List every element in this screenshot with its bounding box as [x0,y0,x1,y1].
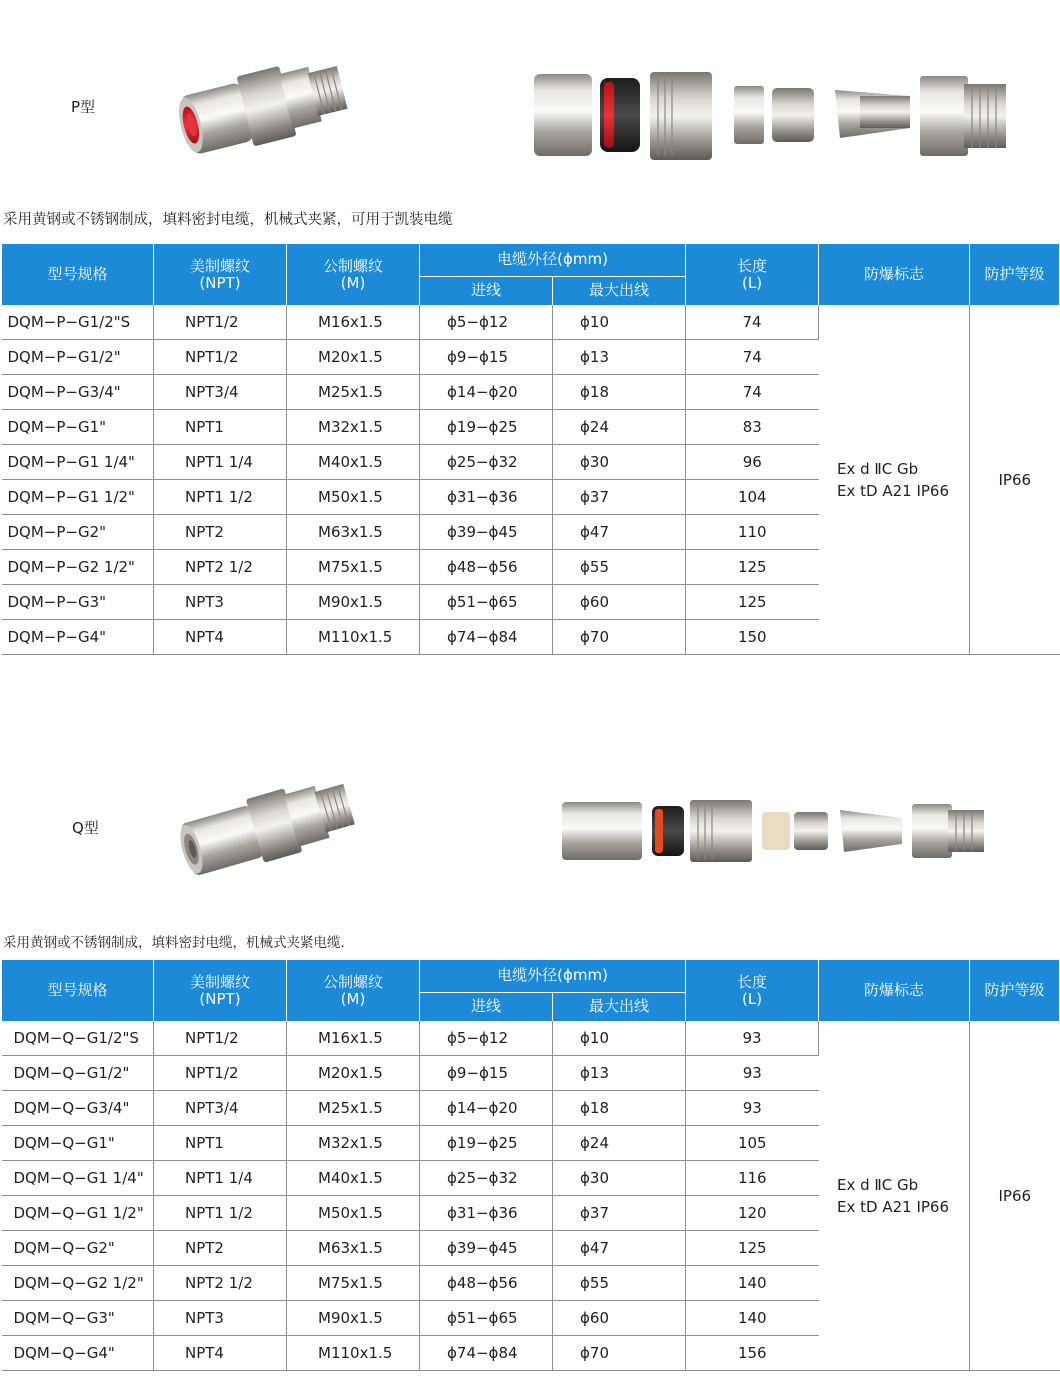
exploded-parts-image [560,798,988,864]
marking-line: Ex tD A21 IP66 [837,1197,950,1216]
cell-npt: NPT2 1/2 [154,550,287,585]
assembled-gland-image [172,770,367,882]
cell-npt: NPT1 [154,1126,287,1161]
cell-length: 74 [686,305,819,340]
cell-length: 96 [686,445,819,480]
cell-max-outlet: ϕ55 [553,1266,686,1301]
cell-length: 74 [686,340,819,375]
cell-inlet: ϕ39−ϕ45 [420,1231,553,1266]
cell-npt: NPT1 1/2 [154,480,287,515]
cell-npt: NPT1/2 [154,305,287,340]
cell-max-outlet: ϕ10 [553,1021,686,1056]
cell-length: 140 [686,1266,819,1301]
cell-model: DQM−Q−G2 1/2" [2,1266,154,1301]
cell-max-outlet: ϕ24 [553,410,686,445]
cell-metric: M40x1.5 [287,445,420,480]
cell-length: 93 [686,1021,819,1056]
cell-inlet: ϕ51−ϕ65 [420,1301,553,1336]
cell-metric: M75x1.5 [287,1266,420,1301]
cell-inlet: ϕ25−ϕ32 [420,1161,553,1196]
header-model: 型号规格 [2,244,154,305]
cell-length: 93 [686,1056,819,1091]
cell-max-outlet: ϕ30 [553,445,686,480]
cell-metric: M16x1.5 [287,305,420,340]
cell-metric: M16x1.5 [287,1021,420,1056]
cell-inlet: ϕ25−ϕ32 [420,445,553,480]
header-npt: 美制螺纹 (NPT) [154,244,287,305]
header-protection-level: 防护等级 [970,960,1060,1021]
cell-length: 105 [686,1126,819,1161]
section-p [0,0,1060,660]
cell-length: 125 [686,550,819,585]
table-row [2,1091,1060,1126]
cell-explosion-marking [819,305,970,655]
cell-max-outlet: ϕ60 [553,1301,686,1336]
cell-metric: M110x1.5 [287,1336,420,1371]
cell-max-outlet: ϕ70 [553,620,686,655]
cell-npt: NPT1/2 [154,340,287,375]
cell-length: 125 [686,1231,819,1266]
cell-model: DQM−P−G1/2" [2,340,154,375]
cell-model: DQM−P−G1 1/4" [2,445,154,480]
header-length: 长度 (L) [686,960,819,1021]
cell-inlet: ϕ14−ϕ20 [420,375,553,410]
table-row [2,1336,1060,1371]
assembled-gland-image [172,48,362,160]
cell-model: DQM−P−G2 1/2" [2,550,154,585]
cell-max-outlet: ϕ60 [553,585,686,620]
table-row [2,305,1060,340]
cell-npt: NPT1 1/4 [154,1161,287,1196]
cell-metric: M25x1.5 [287,1091,420,1126]
header-cable-diameter: 电缆外径(ϕmm) [420,960,686,992]
table-row [2,1196,1060,1231]
cell-metric: M20x1.5 [287,340,420,375]
cell-length: 110 [686,515,819,550]
exploded-parts-image [530,68,1010,163]
cell-length: 74 [686,375,819,410]
cell-model: DQM−P−G3" [2,585,154,620]
cell-max-outlet: ϕ13 [553,1056,686,1091]
type-label: Q型 [72,819,99,837]
cell-npt: NPT1 1/2 [154,1196,287,1231]
cell-npt: NPT2 1/2 [154,1266,287,1301]
cell-metric: M50x1.5 [287,1196,420,1231]
table-row [2,1056,1060,1091]
cell-model: DQM−P−G1" [2,410,154,445]
cell-inlet: ϕ74−ϕ84 [420,620,553,655]
cell-npt: NPT3/4 [154,1091,287,1126]
spec-table [1,960,1060,1371]
cell-model: DQM−Q−G1/2" [2,1056,154,1091]
cell-metric: M40x1.5 [287,1161,420,1196]
cell-max-outlet: ϕ18 [553,1091,686,1126]
cell-length: 125 [686,585,819,620]
cell-inlet: ϕ5−ϕ12 [420,305,553,340]
cell-max-outlet: ϕ37 [553,1196,686,1231]
section-description: 采用黄钢或不锈钢制成，填料密封电缆，机械式夹紧，可用于凯装电缆 [3,212,453,228]
cell-npt: NPT1 [154,410,287,445]
cell-inlet: ϕ48−ϕ56 [420,1266,553,1301]
cell-metric: M75x1.5 [287,550,420,585]
cell-inlet: ϕ9−ϕ15 [420,1056,553,1091]
cell-length: 93 [686,1091,819,1126]
header-max-outlet: 最大出线 [553,276,686,305]
cell-npt: NPT3 [154,585,287,620]
cell-metric: M110x1.5 [287,620,420,655]
cell-protection-level: IP66 [970,1021,1060,1371]
cell-npt: NPT3 [154,1301,287,1336]
cell-length: 116 [686,1161,819,1196]
cell-inlet: ϕ31−ϕ36 [420,1196,553,1231]
cell-metric: M90x1.5 [287,1301,420,1336]
cell-explosion-marking [819,1021,970,1371]
cell-max-outlet: ϕ18 [553,375,686,410]
header-inlet: 进线 [420,992,553,1021]
header-metric: 公制螺纹 (M) [287,244,420,305]
cell-model: DQM−P−G2" [2,515,154,550]
header-npt: 美制螺纹 (NPT) [154,960,287,1021]
cell-inlet: ϕ48−ϕ56 [420,550,553,585]
marking-line: Ex d ⅡC Gb [837,1175,919,1194]
cell-metric: M32x1.5 [287,410,420,445]
table-row [2,1301,1060,1336]
cell-max-outlet: ϕ37 [553,480,686,515]
cell-max-outlet: ϕ24 [553,1126,686,1161]
cell-model: DQM−Q−G1 1/2" [2,1196,154,1231]
cell-model: DQM−P−G1 1/2" [2,480,154,515]
table-row [2,1161,1060,1196]
cell-npt: NPT1 1/4 [154,445,287,480]
marking-line: Ex d ⅡC Gb [837,459,919,478]
cell-model: DQM−P−G1/2"S [2,305,154,340]
cell-metric: M90x1.5 [287,585,420,620]
cell-npt: NPT2 [154,1231,287,1266]
cell-length: 156 [686,1336,819,1371]
cell-model: DQM−P−G4" [2,620,154,655]
cell-inlet: ϕ14−ϕ20 [420,1091,553,1126]
header-explosion-marking: 防爆标志 [819,244,970,305]
cell-metric: M20x1.5 [287,1056,420,1091]
cell-max-outlet: ϕ55 [553,550,686,585]
spec-table [1,244,1060,655]
cell-length: 120 [686,1196,819,1231]
cell-metric: M32x1.5 [287,1126,420,1161]
cell-npt: NPT2 [154,515,287,550]
cell-model: DQM−Q−G3" [2,1301,154,1336]
cell-inlet: ϕ9−ϕ15 [420,340,553,375]
cell-length: 83 [686,410,819,445]
header-model: 型号规格 [2,960,154,1021]
cell-metric: M63x1.5 [287,1231,420,1266]
cell-model: DQM−Q−G3/4" [2,1091,154,1126]
cell-model: DQM−Q−G1/2"S [2,1021,154,1056]
header-metric: 公制螺纹 (M) [287,960,420,1021]
header-length: 长度 (L) [686,244,819,305]
cell-protection-level: IP66 [970,305,1060,655]
cell-npt: NPT4 [154,1336,287,1371]
cell-length: 140 [686,1301,819,1336]
header-explosion-marking: 防爆标志 [819,960,970,1021]
table-row [2,1266,1060,1301]
cell-inlet: ϕ74−ϕ84 [420,1336,553,1371]
cell-model: DQM−Q−G2" [2,1231,154,1266]
type-label: P型 [71,98,96,116]
cell-max-outlet: ϕ47 [553,515,686,550]
cell-length: 150 [686,620,819,655]
cell-inlet: ϕ19−ϕ25 [420,410,553,445]
cell-max-outlet: ϕ70 [553,1336,686,1371]
cell-inlet: ϕ31−ϕ36 [420,480,553,515]
cell-model: DQM−Q−G4" [2,1336,154,1371]
cell-npt: NPT1/2 [154,1021,287,1056]
cell-metric: M63x1.5 [287,515,420,550]
cell-inlet: ϕ5−ϕ12 [420,1021,553,1056]
table-row [2,1126,1060,1161]
cell-max-outlet: ϕ30 [553,1161,686,1196]
table-row [2,1021,1060,1056]
header-protection-level: 防护等级 [970,244,1060,305]
cell-length: 104 [686,480,819,515]
cell-npt: NPT1/2 [154,1056,287,1091]
cell-model: DQM−Q−G1" [2,1126,154,1161]
header-cable-diameter: 电缆外径(ϕmm) [420,244,686,276]
header-inlet: 进线 [420,276,553,305]
cell-max-outlet: ϕ10 [553,305,686,340]
cell-model: DQM−P−G3/4" [2,375,154,410]
cell-metric: M50x1.5 [287,480,420,515]
cell-inlet: ϕ39−ϕ45 [420,515,553,550]
cell-npt: NPT4 [154,620,287,655]
header-max-outlet: 最大出线 [553,992,686,1021]
cell-inlet: ϕ19−ϕ25 [420,1126,553,1161]
cell-inlet: ϕ51−ϕ65 [420,585,553,620]
cell-npt: NPT3/4 [154,375,287,410]
cell-metric: M25x1.5 [287,375,420,410]
table-row [2,1231,1060,1266]
marking-line: Ex tD A21 IP66 [837,481,950,500]
section-description: 采用黄钢或不锈钢制成，填料密封电缆，机械式夹紧电缆. [3,935,345,951]
cell-model: DQM−Q−G1 1/4" [2,1161,154,1196]
cell-max-outlet: ϕ13 [553,340,686,375]
cell-max-outlet: ϕ47 [553,1231,686,1266]
